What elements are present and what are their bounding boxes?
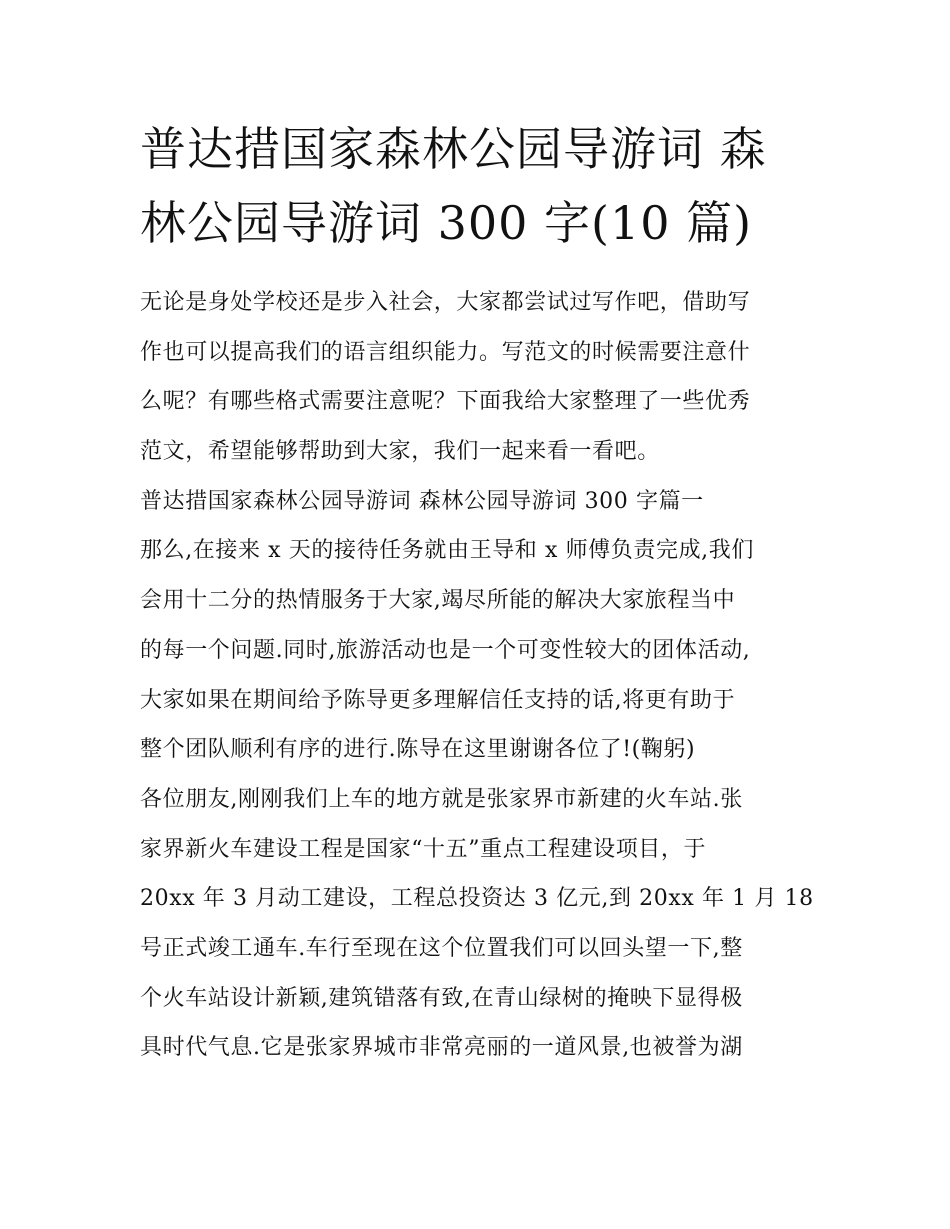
text-line-8: 的每一个问题.同时,旅游活动也是一个可变性较大的团体活动, [140,637,751,663]
title-line-1: 普达措国家森林公园导游词 森 [140,122,767,176]
section-heading-1: 普达措国家森林公园导游词 森林公园导游词 300 字篇一 [140,488,704,514]
text-line-12: 家界新火车建设工程是国家“十五”重点工程建设项目，于 [140,836,707,862]
title-line-2: 林公园导游词 300 字(10 篇) [140,196,753,250]
text-line-2: 作也可以提高我们的语言组织能力。写范文的时候需要注意什 [140,339,751,365]
text-line-6: 那么,在接来 x 天的接待任务就由王导和 x 师傅负责完成,我们 [140,538,754,564]
page-title [140,112,820,260]
text-line-14: 号正式竣工通车.车行至现在这个位置我们可以回头望一下,整 [140,935,743,961]
text-line-7: 会用十二分的热情服务于大家,竭尽所能的解决大家旅程当中 [140,588,736,614]
text-line-4: 范文，希望能够帮助到大家，我们一起来看一看吧。 [140,439,660,465]
text-line-13: 20xx 年 3 月动工建设，工程总投资达 3 亿元,到 20xx 年 1 月 18 [140,886,814,912]
text-line-15: 个火车站设计新颖,建筑错落有致,在青山绿树的掩映下显得极 [140,985,743,1011]
text-line-1: 无论是身处学校还是步入社会，大家都尝试过写作吧，借助写 [140,290,751,315]
text-line-11: 各位朋友,刚刚我们上车的地方就是张家界市新建的火车站.张 [140,786,743,812]
text-line-16: 具时代气息.它是张家界城市非常亮丽的一道风景,也被誉为湖 [140,1035,743,1061]
text-line-9: 大家如果在期间给予陈导更多理解信任支持的话,将更有助于 [140,687,736,713]
document-body [140,278,820,1073]
text-line-3: 么呢？有哪些格式需要注意呢？下面我给大家整理了一些优秀 [140,389,751,415]
text-line-10: 整个团队顺利有序的进行.陈导在这里谢谢各位了!(鞠躬) [140,737,696,763]
